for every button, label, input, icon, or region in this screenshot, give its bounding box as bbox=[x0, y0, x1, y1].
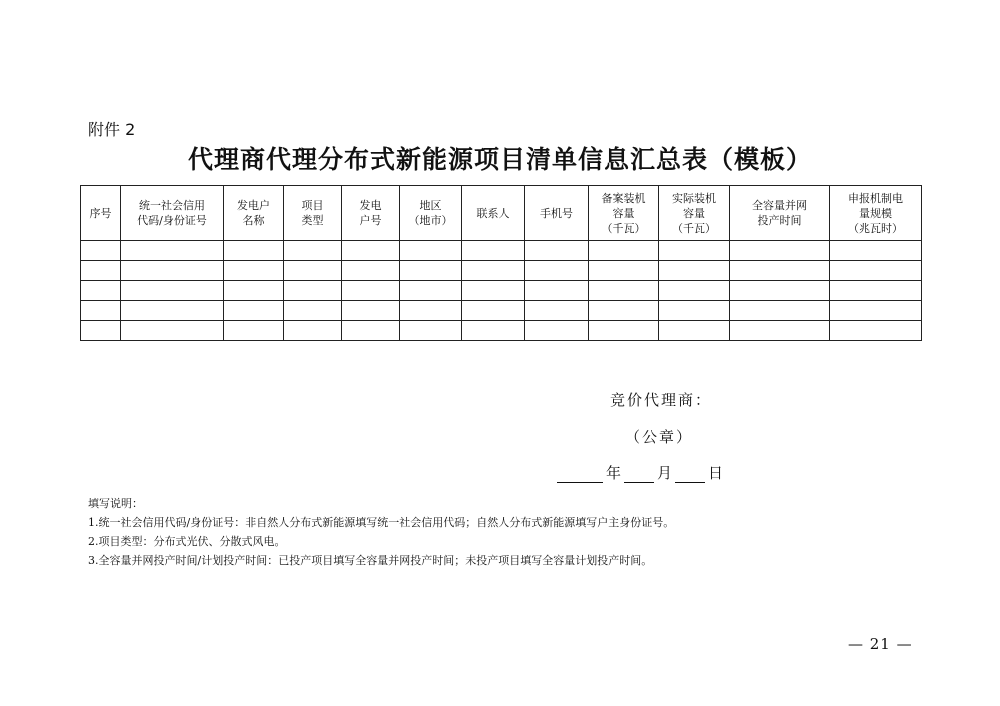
header-cell: 地区 （地市） bbox=[400, 186, 462, 241]
table-cell[interactable] bbox=[730, 321, 830, 341]
table-cell[interactable] bbox=[342, 301, 400, 321]
table-cell[interactable] bbox=[730, 281, 830, 301]
filling-instructions bbox=[88, 494, 674, 570]
table-cell[interactable] bbox=[284, 281, 342, 301]
header-cell: 手机号 bbox=[525, 186, 589, 241]
header-cell: 发电户 名称 bbox=[224, 186, 284, 241]
table-cell[interactable] bbox=[589, 261, 659, 281]
table-cell[interactable] bbox=[400, 321, 462, 341]
table-cell[interactable] bbox=[730, 241, 830, 261]
header-cell: 统一社会信用 代码/身份证号 bbox=[121, 186, 224, 241]
table-cell[interactable] bbox=[730, 301, 830, 321]
table-cell[interactable] bbox=[659, 261, 730, 281]
table-cell[interactable] bbox=[525, 321, 589, 341]
table-cell[interactable] bbox=[659, 281, 730, 301]
table-cell[interactable] bbox=[730, 261, 830, 281]
table-cell[interactable] bbox=[462, 281, 525, 301]
table-cell[interactable] bbox=[224, 321, 284, 341]
header-cell: 序号 bbox=[81, 186, 121, 241]
attachment-label: 附件 2 bbox=[88, 120, 136, 139]
year-unit: 年 bbox=[606, 464, 622, 482]
bidding-agent-label: 竞价代理商： bbox=[610, 391, 713, 409]
table-cell[interactable] bbox=[589, 241, 659, 261]
table-cell[interactable] bbox=[224, 281, 284, 301]
table-row bbox=[81, 241, 922, 261]
header-cell: 全容量并网 投产时间 bbox=[730, 186, 830, 241]
table-cell[interactable] bbox=[400, 301, 462, 321]
header-cell: 备案装机 容量 （千瓦） bbox=[589, 186, 659, 241]
note-item: 3.全容量并网投产时间/计划投产时间：已投产项目填写全容量并网投产时间；未投产项目填写全容量计划投产时间。 bbox=[88, 554, 653, 567]
table-row bbox=[81, 321, 922, 341]
document-title: 代理商代理分布式新能源项目清单信息汇总表（模板） bbox=[187, 145, 812, 174]
table-body bbox=[81, 241, 922, 341]
table-cell[interactable] bbox=[224, 261, 284, 281]
page-number: — 21 — bbox=[848, 635, 913, 653]
table-cell[interactable] bbox=[224, 241, 284, 261]
table-cell[interactable] bbox=[525, 261, 589, 281]
note-item: 2.项目类型：分布式光伏、分散式风电。 bbox=[88, 535, 286, 548]
table-cell[interactable] bbox=[81, 321, 121, 341]
table-cell[interactable] bbox=[830, 321, 922, 341]
table-cell[interactable] bbox=[830, 301, 922, 321]
header-cell: 项目 类型 bbox=[284, 186, 342, 241]
header-cell: 联系人 bbox=[462, 186, 525, 241]
header-cell: 发电 户号 bbox=[342, 186, 400, 241]
month-unit: 月 bbox=[657, 464, 673, 482]
table-cell[interactable] bbox=[284, 301, 342, 321]
table-cell[interactable] bbox=[830, 281, 922, 301]
table-cell[interactable] bbox=[400, 261, 462, 281]
table-cell[interactable] bbox=[400, 241, 462, 261]
table-cell[interactable] bbox=[121, 321, 224, 341]
day-blank[interactable] bbox=[675, 466, 705, 483]
table-row bbox=[81, 261, 922, 281]
table-cell[interactable] bbox=[121, 261, 224, 281]
table-cell[interactable] bbox=[121, 301, 224, 321]
table-cell[interactable] bbox=[462, 261, 525, 281]
table-cell[interactable] bbox=[589, 301, 659, 321]
table-cell[interactable] bbox=[81, 281, 121, 301]
summary-table bbox=[80, 185, 922, 341]
table-cell[interactable] bbox=[342, 281, 400, 301]
table-cell[interactable] bbox=[462, 321, 525, 341]
table-cell[interactable] bbox=[525, 281, 589, 301]
note-item: 1.统一社会信用代码/身份证号：非自然人分布式新能源填写统一社会信用代码；自然人分布式新能源填写户主身份证号。 bbox=[88, 516, 675, 529]
table-cell[interactable] bbox=[284, 261, 342, 281]
header-cell: 申报机制电 量规模 （兆瓦时） bbox=[830, 186, 922, 241]
table-cell[interactable] bbox=[81, 241, 121, 261]
date-line bbox=[557, 462, 726, 483]
table-cell[interactable] bbox=[121, 241, 224, 261]
table-cell[interactable] bbox=[589, 321, 659, 341]
table-cell[interactable] bbox=[342, 241, 400, 261]
official-seal-label: （公章） bbox=[625, 428, 694, 446]
table-row bbox=[81, 281, 922, 301]
table-cell[interactable] bbox=[121, 281, 224, 301]
table-row bbox=[81, 301, 922, 321]
table-cell[interactable] bbox=[462, 301, 525, 321]
table-cell[interactable] bbox=[284, 241, 342, 261]
table-cell[interactable] bbox=[342, 321, 400, 341]
table-cell[interactable] bbox=[400, 281, 462, 301]
header-cell: 实际装机 容量 （千瓦） bbox=[659, 186, 730, 241]
table-cell[interactable] bbox=[659, 321, 730, 341]
table-cell[interactable] bbox=[830, 241, 922, 261]
table-cell[interactable] bbox=[659, 301, 730, 321]
table-cell[interactable] bbox=[81, 261, 121, 281]
table-cell[interactable] bbox=[462, 241, 525, 261]
table-cell[interactable] bbox=[830, 261, 922, 281]
table-cell[interactable] bbox=[525, 241, 589, 261]
table-cell[interactable] bbox=[81, 301, 121, 321]
table-cell[interactable] bbox=[224, 301, 284, 321]
notes-heading: 填写说明： bbox=[88, 497, 143, 510]
table-cell[interactable] bbox=[525, 301, 589, 321]
month-blank[interactable] bbox=[624, 466, 654, 483]
table-cell[interactable] bbox=[284, 321, 342, 341]
table-cell[interactable] bbox=[589, 281, 659, 301]
table-cell[interactable] bbox=[659, 241, 730, 261]
year-blank[interactable] bbox=[557, 466, 603, 483]
table-header-row bbox=[81, 186, 922, 241]
table-cell[interactable] bbox=[342, 261, 400, 281]
day-unit: 日 bbox=[708, 464, 724, 482]
